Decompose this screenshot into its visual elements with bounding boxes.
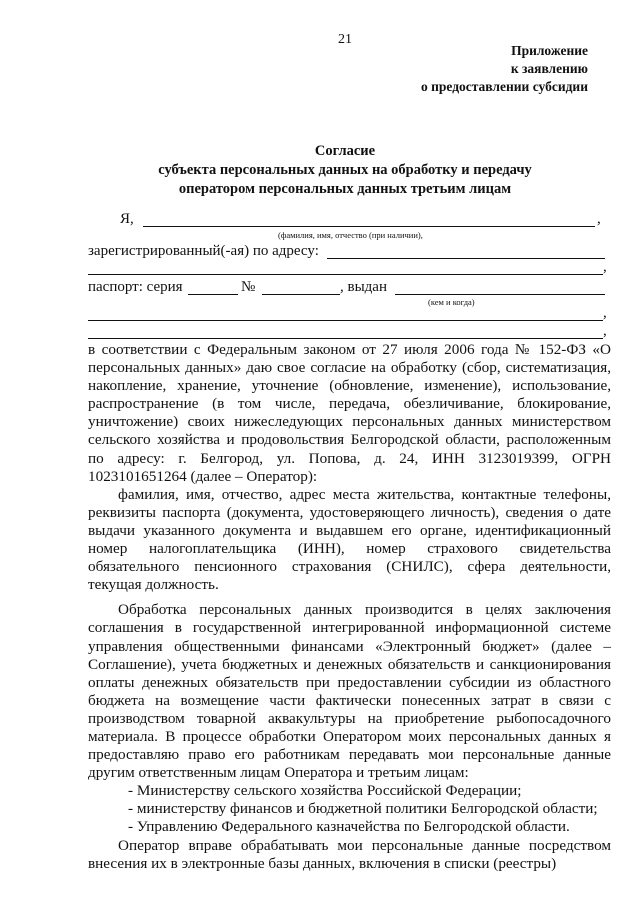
operator-rights-paragraph: Оператор вправе обрабатывать мои персональные данные посредством внесения их в электронные базы данных, включения в списки (реестры) (88, 836, 611, 872)
comma-3: , (603, 305, 607, 321)
third-party-item-1: - Министерству сельского хозяйства Российской Федерации; (128, 782, 522, 800)
title-line-3: оператором персональных данных третьим лицам (178, 181, 512, 197)
consent-body (88, 341, 611, 873)
third-party-item-3: - Управлению Федерального казначейства по Белгородской области. (128, 818, 570, 836)
title-line-1: Согласие (314, 143, 376, 159)
address-field[interactable] (327, 258, 605, 259)
third-party-item-2: - министерству финансов и бюджетной политики Белгородской области; (128, 800, 598, 818)
issued-by-field-line-2[interactable] (88, 320, 603, 321)
personal-data-list-paragraph: фамилия, имя, отчество, адрес места жительства, контактные телефоны, реквизиты паспорта (документа, удостоверяющего личность), сведения о дате выдачи указанного документа и выдавшем его органе, идентификационный номер налогоплательщика (ИНН), номер страхового свидетельства обязательного пенсионного страхования (СНИЛС), сфера деятельности, текущая должность. (88, 485, 611, 594)
page-number: 21 (338, 32, 352, 47)
issued-by-field-line-3[interactable] (88, 338, 603, 339)
document-title (95, 142, 595, 199)
comma-2: , (603, 259, 607, 275)
name-caption: (фамилия, имя, отчество (при наличии), (278, 230, 423, 240)
registered-address-label: зарегистрированный(-ая) по адресу: (88, 243, 319, 259)
issued-caption: (кем и когда) (428, 297, 475, 307)
passport-number-field[interactable] (262, 294, 340, 295)
consent-paragraph-1: в соответствии с Федеральным законом от 27 июля 2006 года № 152-ФЗ «О персональных данных» даю свое согласие на обработку (сбор, систематизация, накопление, хранение, уточнение (обновление, изменение), использование, распространение (в том числе, передача, обезличивание, блокирование, уничтожение) своих нижеследующих персональных данных министерством сельского хозяйства и продовольствия Белгородской области, расположенным по адресу: г. Белгород, ул. Попова, д. 24, ИНН 3123019399, ОГРН 1023101651264 (далее – Оператор): (88, 341, 611, 485)
processing-purpose-paragraph: Обработка персональных данных производится в целях заключения соглашения в государственной интегрированной информационной системе управления общественными финансами «Электронный бюджет» (далее – Соглашение), учета бюджетных и денежных обязательств и санкционирования оплаты денежных обязательств при предоставлении субсидии из областного бюджета на возмещение части фактически понесенных затрат в связи с производством товарной аквакультуры на приобретение рыбопосадочного материала. В процессе обработки Оператором моих персональных данных я предоставляю право его работникам передавать мои персональные данные другим ответственным лицам Оператора и третьим лицам: (88, 601, 611, 782)
appendix-line-2: к заявлению (510, 61, 588, 76)
passport-number-label: № (241, 279, 256, 295)
ya-label: Я, (120, 211, 134, 227)
passport-series-label: паспорт: серия (88, 279, 183, 295)
full-name-field[interactable] (143, 226, 595, 227)
title-line-2: субъекта персональных данных на обработку и передачу (158, 162, 532, 178)
appendix-line-1: Приложение (511, 43, 588, 58)
appendix-line-3: о предоставлении субсидии (420, 79, 588, 94)
appendix-header (421, 42, 588, 96)
comma-1: , (597, 211, 601, 227)
issued-label: , выдан (340, 279, 387, 295)
address-field-line-2[interactable] (88, 274, 603, 275)
comma-4: , (603, 323, 607, 339)
passport-series-field[interactable] (188, 294, 238, 295)
issued-by-field[interactable] (395, 294, 605, 295)
